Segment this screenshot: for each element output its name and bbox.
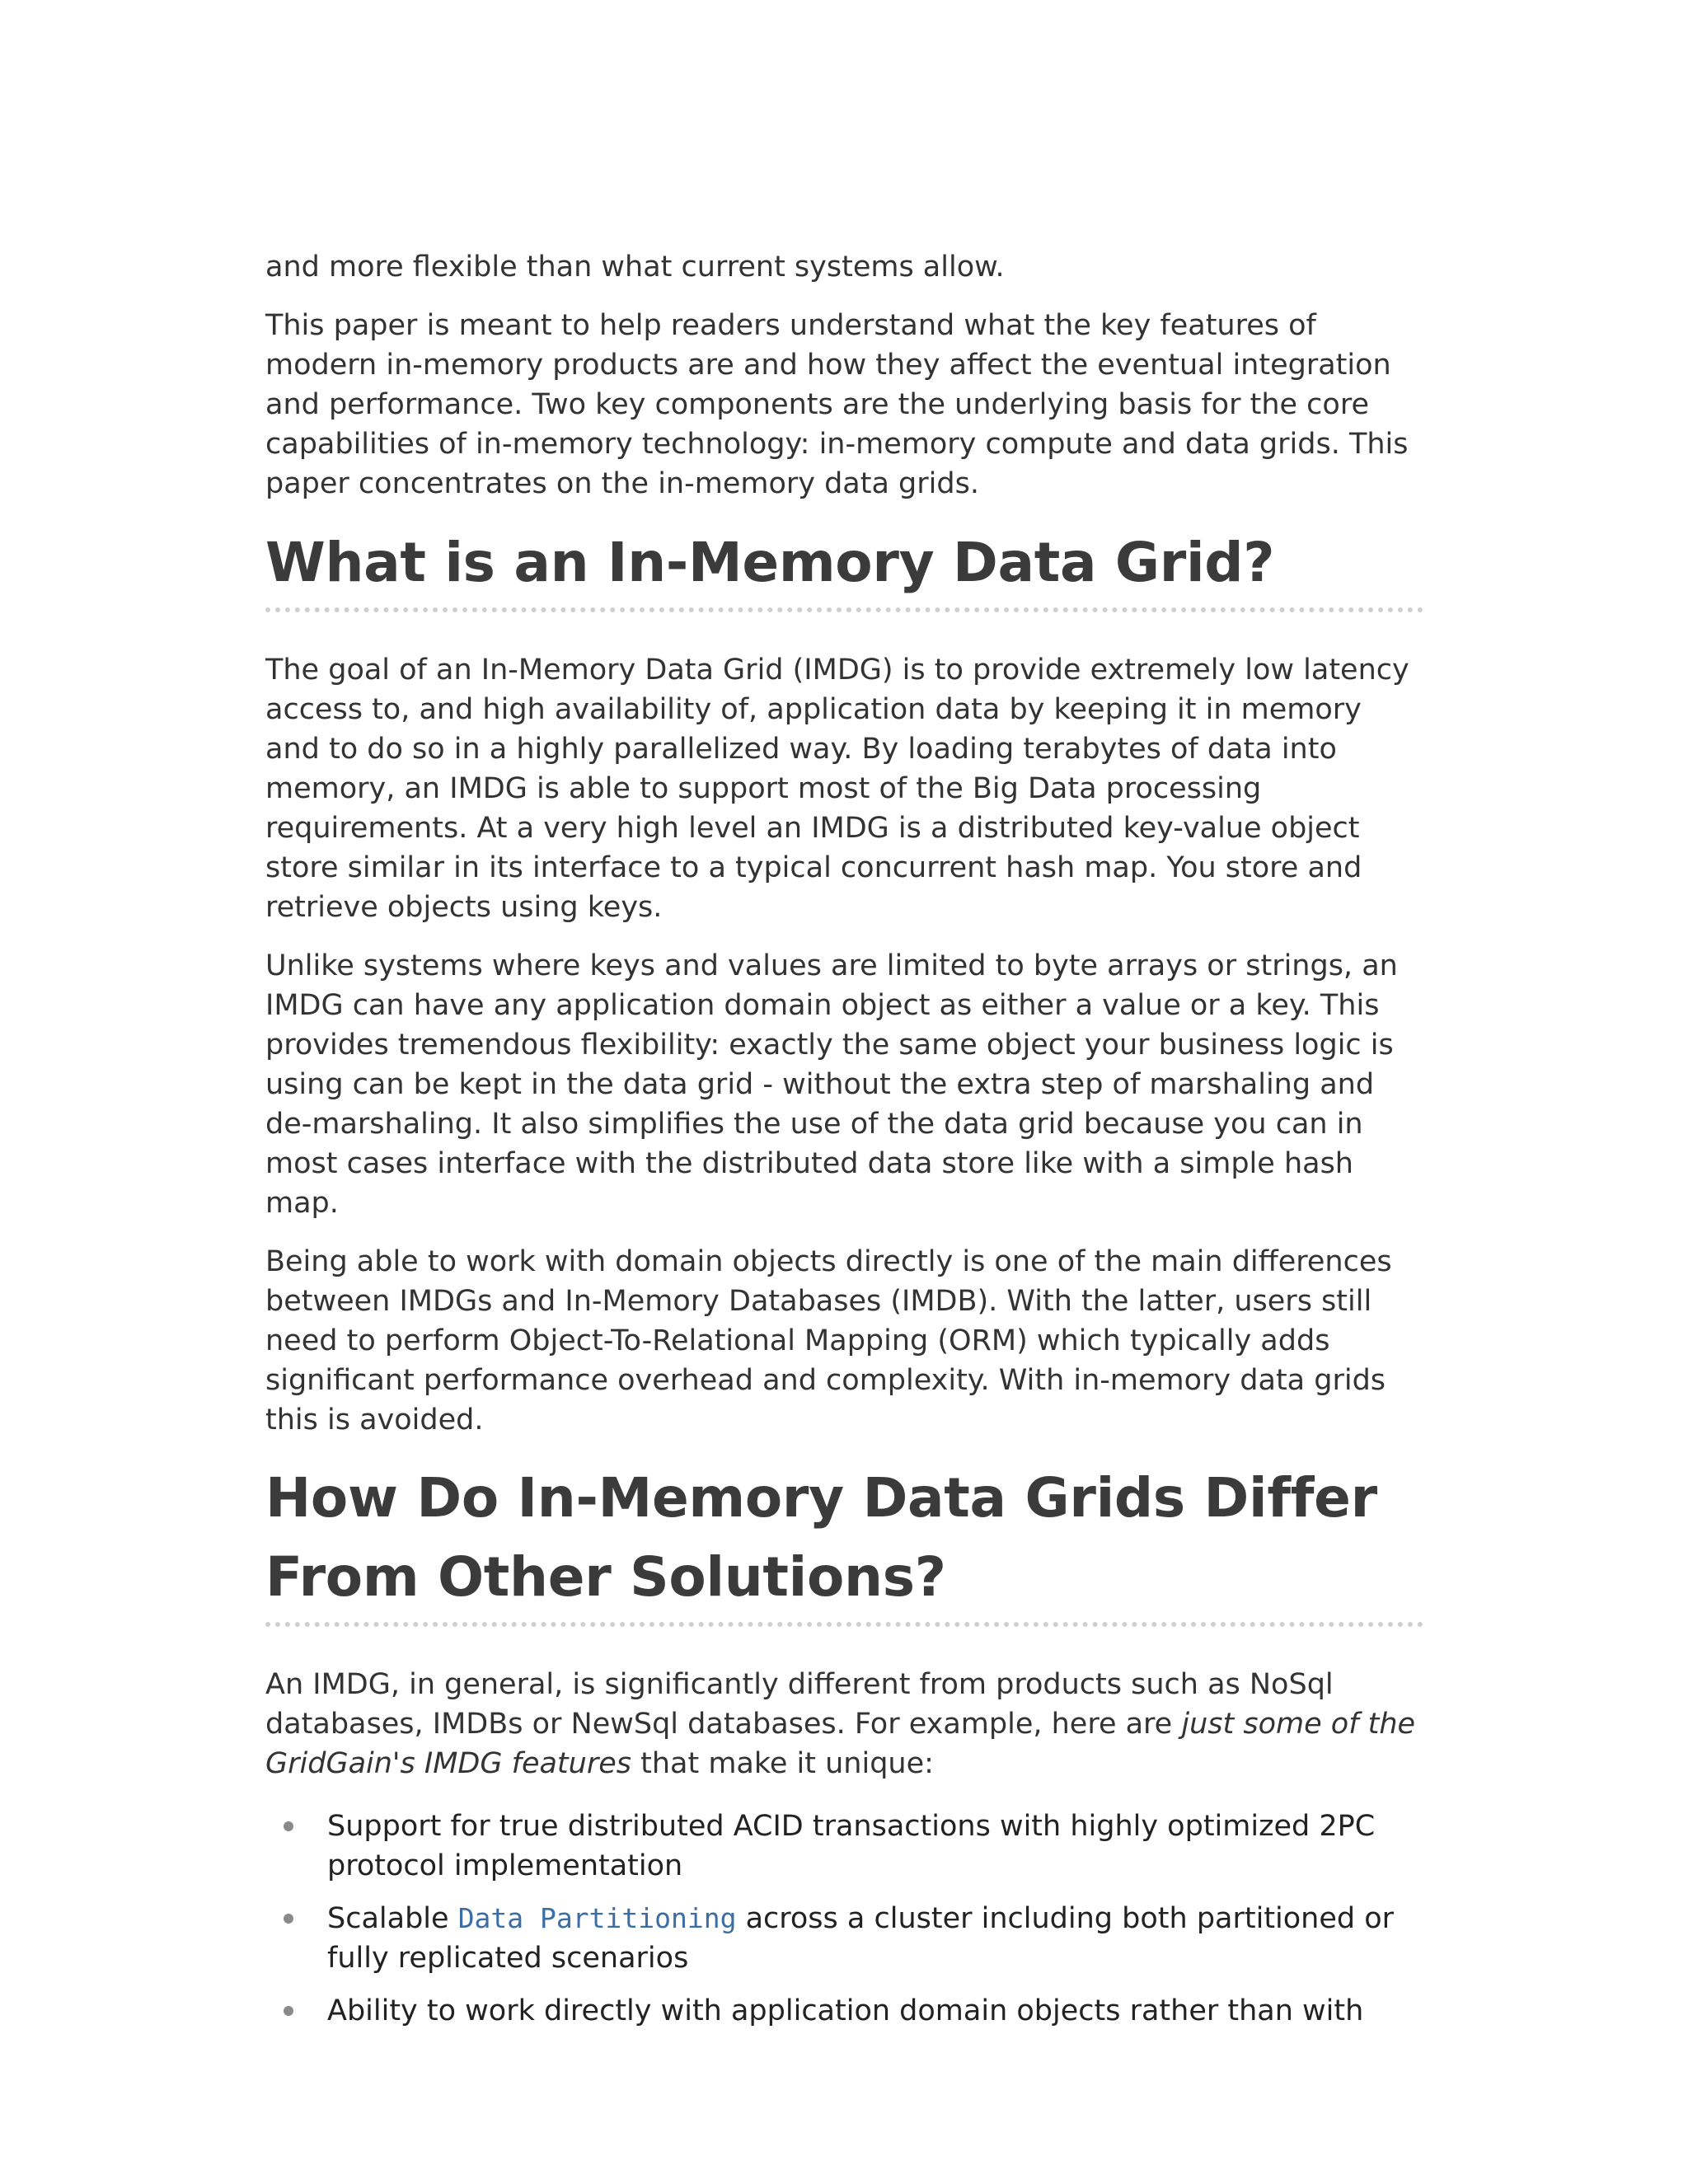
section-heading-imdg: What is an In-Memory Data Grid? (265, 531, 1275, 594)
list-item (265, 1807, 1423, 1886)
section-heading-differ: How Do In-Memory Data Grids Differ From Other Solutions? (265, 1466, 1377, 1609)
list-item (265, 1991, 1423, 2031)
imdg-paragraph-2: Unlike systems where keys and values are limited to byte arrays or strings, an IMDG can have any application domain object as either a value or a key. This provides tremendous flexibility: exactly the same object your business logic is using can be kept in the data grid - without the extra step of marshaling and de-marshaling. It also simplifies the use of the data grid because you can in most cases interface with the distributed data store like with a simple hash map. (265, 949, 1398, 1220)
heading-divider (265, 607, 1423, 612)
intro-paragraph-2: This paper is meant to help readers understand what the key features of modern in-memory products are and how they affect the eventual integration and performance. Two key components are the underlying basis for the core capabilities of in-memory technology: in-memory compute and data grids. This paper concentrates on the in-memory data grids. (265, 309, 1409, 500)
imdg-paragraph-1: The goal of an In-Memory Data Grid (IMDG) is to provide extremely low latency access to, and high availability of, application data by keeping it in memory and to do so in a highly parallelized way. By loading terabytes of data into memory, an IMDG is able to support most of the Big Data processing requirements. At a very high level an IMDG is a distributed key-value object store similar in its interface to a typical concurrent hash map. You store and retrieve objects using keys. (265, 654, 1409, 924)
bullet-icon (284, 1821, 293, 1831)
bullet-icon (284, 2006, 293, 2016)
list-item-text: Ability to work directly with application domain objects rather than with (327, 1994, 1364, 2027)
differ-text-emphasis: just some of the GridGain's IMDG features (265, 1708, 1416, 1780)
feature-list (265, 1807, 1423, 2031)
data-partitioning-link[interactable]: Data Partitioning (457, 1902, 737, 1934)
differ-text-start: An IMDG, in general, is significantly different from products such as NoSql databases, IMDBs or NewSql databases. For example, here are (265, 1668, 1334, 1741)
list-item-text: Support for true distributed ACID transactions with highly optimized 2PC protocol implementation (327, 1810, 1376, 1882)
differ-paragraph-1 (265, 1665, 1423, 1783)
list-item-text-start: Scalable (327, 1902, 458, 1935)
list-item-text-end: across a cluster including both partitioned or fully replicated scenarios (327, 1902, 1395, 1975)
document-page (265, 247, 1423, 2044)
differ-text-end: that make it unique: (631, 1747, 934, 1780)
bullet-icon (284, 1914, 293, 1924)
list-item (265, 1899, 1423, 1978)
imdg-paragraph-3: Being able to work with domain objects directly is one of the main differences between IMDGs and In-Memory Databases (IMDB). With the latter, users still need to perform Object-To-Relational Mapping (ORM) which typically adds significant performance overhead and complexity. With in-memory data grids this is avoided. (265, 1245, 1392, 1436)
intro-paragraph-1: and more flexible than what current systems allow. (265, 251, 1005, 284)
heading-divider (265, 1622, 1423, 1627)
